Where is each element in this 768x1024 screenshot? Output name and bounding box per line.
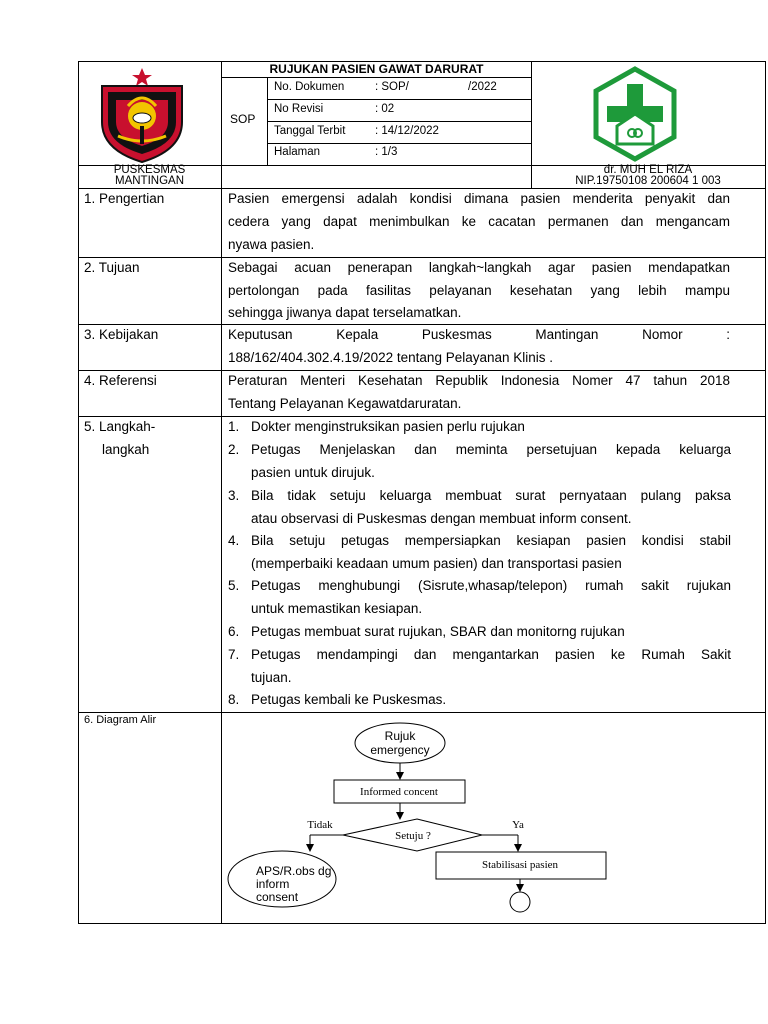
step-7-line-2: tujuan. (251, 670, 292, 685)
step-7-number: 7. (228, 647, 240, 662)
step-5-line-1: Petugas menghubungi (Sisrute,whasap/telepon) rumah sakit rujukan (251, 578, 731, 593)
document-title: RUJUKAN PASIEN GAWAT DARURAT (269, 62, 484, 76)
section-label-langkah-2: langkah (102, 442, 150, 457)
signer-nip: NIP.19750108 200604 1 003 (575, 175, 721, 187)
revision-value: : 02 (375, 103, 395, 115)
page-label: Halaman (274, 146, 321, 158)
kebijakan-line-1: Keputusan Kepala Puskesmas Mantingan Nomor : (228, 327, 730, 342)
step-4-line-1: Bila setuju petugas mempersiapkan kesiapan pasien kondisi stabil (251, 533, 731, 548)
step-8-number: 8. (228, 692, 240, 707)
doc-number-value: : SOP/ (375, 81, 409, 93)
flow-decision-text: Setuju ? (395, 830, 431, 842)
pengertian-line-3: nyawa pasien. (228, 237, 315, 252)
referensi-line-2: Tentang Pelayanan Kegawatdaruratan. (228, 396, 462, 411)
flow-stabil-text: Stabilisasi pasien (481, 859, 559, 871)
table-border-right (765, 61, 766, 924)
doc-number-label: No. Dokumen (274, 81, 345, 93)
tujuan-line-1: Sebagai acuan penerapan langkah~langkah agar pasien mendapatkan (228, 260, 730, 275)
step-6-line-1: Petugas membuat surat rujukan, SBAR dan monitorng rujukan (251, 624, 625, 639)
flow-end-circle (510, 892, 530, 912)
step-3-number: 3. (228, 488, 240, 503)
flow-aps-text-3: consent (256, 890, 299, 904)
puskesmas-emblem (96, 66, 188, 164)
issue-date-label: Tanggal Terbit (274, 125, 346, 137)
flow-aps-text-2: inform (256, 877, 290, 891)
section-label-kebijakan: 3. Kebijakan (84, 327, 159, 342)
step-2-line-2: pasien untuk dirujuk. (251, 465, 375, 480)
step-3-line-2: atau observasi di Puskesmas dengan membuat inform consent. (251, 511, 632, 526)
step-2-line-1: Petugas Menjelaskan dan meminta persetujuan kepada keluarga (251, 442, 731, 457)
flow-yes-label: Ya (512, 819, 524, 831)
flow-no-label: Tidak (307, 819, 333, 831)
step-5-line-2: untuk memastikan kesiapan. (251, 601, 423, 616)
tujuan-line-2: pertolongan pada fasilitas pelayanan kesehatan yang lebih mampu (228, 283, 730, 298)
puskesmas-logo (587, 66, 683, 162)
flow-start-text-1: Rujuk (384, 729, 416, 743)
table-border-left (78, 61, 79, 924)
pengertian-line-2: cedera yang dapat menimbulkan ke cacatan permanen dan mengancam (228, 214, 730, 229)
pengertian-line-1: Pasien emergensi adalah kondisi dimana pasien menderita penyakit dan (228, 191, 730, 206)
section-label-referensi: 4. Referensi (84, 373, 157, 388)
step-2-number: 2. (228, 442, 240, 457)
flowchart (222, 713, 765, 923)
tujuan-line-3: sehingga jiwanya dapat terselamatkan. (228, 305, 462, 320)
flow-start-text-2: emergency (370, 743, 430, 757)
sop-label: SOP (230, 112, 256, 126)
doc-number-year: /2022 (468, 81, 497, 93)
step-8-line-1: Petugas kembali ke Puskesmas. (251, 692, 447, 707)
step-5-number: 5. (228, 578, 240, 593)
step-1-line-1: Dokter menginstruksikan pasien perlu rujukan (251, 419, 525, 434)
section-label-diagram: 6. Diagram Alir (84, 714, 157, 726)
page-value: : 1/3 (375, 146, 398, 158)
header-row-line-2 (267, 121, 532, 122)
header-row-line-3 (267, 143, 532, 144)
step-7-line-1: Petugas mendampingi dan mengantarkan pasien ke Rumah Sakit (251, 647, 731, 662)
step-3-line-1: Bila tidak setuju keluarga membuat surat pernyataan pulang paksa (251, 488, 731, 503)
revision-label: No Revisi (274, 103, 324, 115)
issue-date-value: : 14/12/2022 (375, 125, 439, 137)
table-border-bottom (78, 923, 766, 924)
step-6-number: 6. (228, 624, 240, 639)
section-label-langkah-1: 5. Langkah- (84, 419, 156, 434)
referensi-line-1: Peraturan Menteri Kesehatan Republik Indonesia Nomer 47 tahun 2018 (228, 373, 730, 388)
section-label-tujuan: 2. Tujuan (84, 260, 140, 275)
section-label-pengertian: 1. Pengertian (84, 191, 165, 206)
step-4-number: 4. (228, 533, 240, 548)
header-row-line-1 (267, 99, 532, 100)
step-1-number: 1. (228, 419, 240, 434)
org-name-line2: MANTINGAN (115, 175, 184, 187)
step-4-line-2: (memperbaiki keadaan umum pasien) dan transportasi pasien (251, 556, 622, 571)
flow-aps-text-1: APS/R.obs dg (256, 864, 332, 878)
signer-name: dr. MUH EL RIZA (603, 164, 693, 176)
kebijakan-line-2: 188/162/404.302.4.19/2022 tentang Pelayanan Klinis . (228, 350, 554, 365)
flow-informed-text: Informed concent (360, 786, 438, 798)
org-name-line1: PUSKESMAS (113, 164, 186, 176)
